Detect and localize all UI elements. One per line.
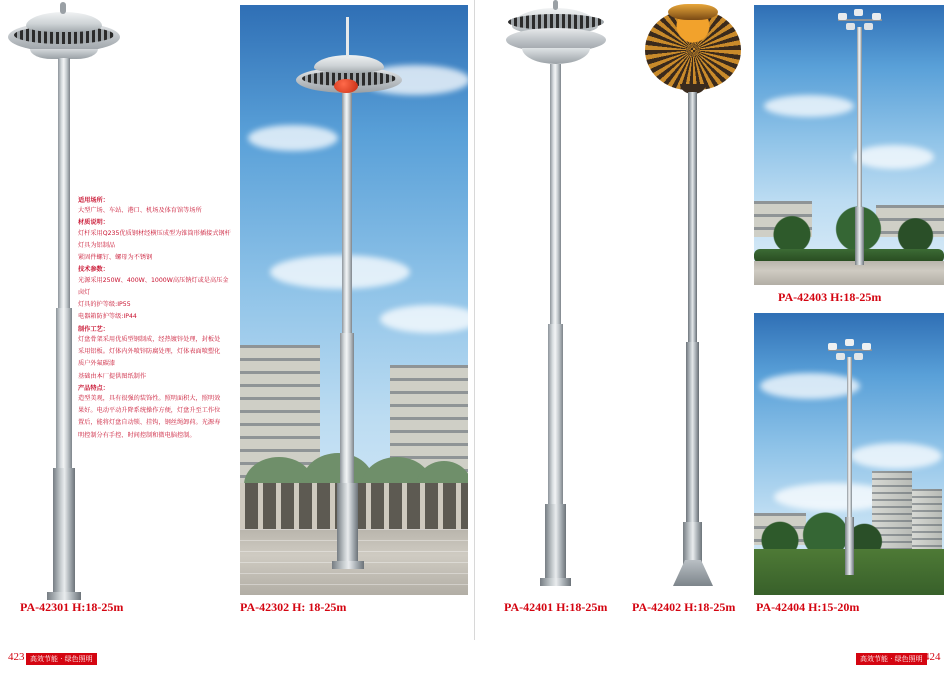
lamp-base-flange	[540, 578, 571, 586]
lamp-pole-mid	[340, 333, 354, 483]
lamp-pole-mid	[548, 324, 563, 504]
spec-heading-3: 制作工艺：	[78, 325, 109, 333]
road-ground	[754, 261, 944, 285]
lamp-pole-base	[337, 483, 358, 567]
product-photo-pa-42403	[754, 5, 944, 285]
spec-group-4	[78, 384, 238, 441]
lamp-head-red-light	[334, 79, 358, 93]
spec-heading-1: 材质说明：	[78, 219, 109, 227]
caption-pa-42402: PA-42402 H:18-25m	[632, 600, 736, 614]
apartment-tower	[912, 489, 942, 549]
lamp-head-finial	[60, 2, 66, 14]
spec-line-1-2: 紧固件螺钉、螺母为不锈钢	[78, 254, 153, 262]
specifications-block	[78, 196, 238, 443]
spec-line-4-2: 置后，能将灯盘自动锁、挂钩，钢丝绳卸荷。光源寿	[78, 419, 221, 427]
footer-tagline-right: 高效节能 · 绿色照明	[856, 653, 927, 665]
floodlight-fixture	[836, 353, 845, 360]
spec-line-4-0: 造型美观，具有很强的装饰性。照明面积大，照明效	[78, 394, 221, 402]
lamp-pole-mid	[56, 308, 72, 468]
caption-pa-42302: PA-42302 H: 18-25m	[240, 600, 347, 614]
floodlight-fixture	[828, 343, 837, 350]
floodlight-fixture	[854, 353, 863, 360]
cloud-shape	[764, 95, 854, 117]
lamp-pole-mid	[686, 342, 699, 522]
lamp-pole-base	[545, 504, 566, 584]
lamp-pole	[688, 92, 697, 342]
spec-line-4-3: 明控制分有手控、时间控制和微电脑控制。	[78, 431, 196, 439]
spec-heading-0: 适用场所：	[78, 197, 109, 204]
spec-group-1	[78, 218, 238, 263]
spec-line-3-0: 灯盘骨架采用优质型钢制成，经热镀锌处理，封板处	[78, 335, 221, 343]
spec-line-2-2: 灯具的护等级:IP55	[78, 301, 131, 309]
lamp-base-flange	[332, 561, 364, 569]
caption-pa-42403: PA-42403 H:18-25m	[778, 290, 882, 304]
spec-heading-2: 技术参数：	[78, 266, 109, 274]
spec-heading-4: 产品特点：	[78, 384, 109, 392]
lamp-pole	[847, 357, 852, 517]
spec-line-2-0: 光源采用250W、400W、1000W高压钠灯或是高压金	[78, 276, 229, 284]
spec-line-1-0: 灯杆采用Q235优质钢材经横压成型为锥筒形插接式钢杆	[78, 229, 231, 237]
footer-tagline-left: 高效节能 · 绿色照明	[26, 653, 97, 665]
floodlight-fixture	[872, 13, 881, 20]
caption-pa-42301: PA-42301 H:18-25m	[20, 600, 124, 614]
lamp-head-mast	[346, 17, 349, 57]
cloud-shape	[854, 145, 934, 169]
spec-group-2	[78, 265, 238, 322]
caption-pa-42404: PA-42404 H:15-20m	[756, 600, 860, 614]
lamp-head-ornate-globe	[645, 10, 741, 90]
lamp-pole-base	[855, 207, 864, 265]
spec-group-3	[78, 325, 238, 382]
caption-pa-42401: PA-42401 H:18-25m	[504, 600, 608, 614]
cloud-shape	[270, 255, 410, 289]
spec-group-0	[78, 196, 238, 216]
floodlight-fixture	[864, 23, 873, 30]
spec-line-1-1: 灯具为铝制品	[78, 241, 116, 249]
lamp-pole-base	[845, 517, 854, 575]
tower-window-rows	[912, 489, 942, 549]
spec-line-3-1: 采用铝板。灯体内外喷锌防腐处理，灯体表面喷塑化	[78, 348, 221, 356]
cloud-shape	[850, 443, 942, 469]
product-photo-pa-42302	[240, 5, 468, 595]
floodlight-fixture	[845, 339, 854, 346]
spec-line-3-2: 质户外氟碳漆	[78, 360, 116, 368]
lamp-head-globe-crown	[668, 4, 718, 20]
spec-line-0-0: 大型广场、车站、港口、机场及体育馆等场所	[78, 207, 202, 215]
lamp-head-finial	[553, 0, 558, 10]
lamp-head-dome	[26, 12, 102, 32]
page-gutter-divider	[474, 0, 475, 640]
floodlight-fixture	[846, 23, 855, 30]
lamp-base-flange	[47, 592, 81, 600]
spec-line-3-3: 基础由本厂提供图纸制作	[78, 372, 147, 380]
spec-line-2-1: 卤灯	[78, 288, 91, 296]
floodlight-fixture	[854, 9, 863, 16]
product-photo-pa-42404	[754, 313, 944, 595]
lamp-base-decorative-skirt	[673, 560, 713, 586]
spec-line-2-3: 电器箱防护等级:IP44	[78, 313, 137, 321]
floodlight-fixture	[862, 343, 871, 350]
floodlight-fixture	[838, 13, 847, 20]
lamp-pole-base	[53, 468, 75, 598]
lamp-pole	[58, 58, 70, 308]
page-number-right: 424	[924, 651, 941, 663]
page-number-left: 423	[8, 651, 25, 663]
lamp-pole	[857, 27, 862, 207]
cloud-shape	[760, 373, 860, 399]
lamp-head-dome	[314, 55, 384, 73]
spec-line-4-1: 果好。电动平动升降系统操作方便，灯盘升至工作位	[78, 407, 221, 415]
lamp-pole	[550, 64, 561, 324]
lamp-head-skirt	[522, 48, 590, 64]
cloud-shape	[248, 125, 338, 151]
lamp-pole	[342, 93, 352, 333]
